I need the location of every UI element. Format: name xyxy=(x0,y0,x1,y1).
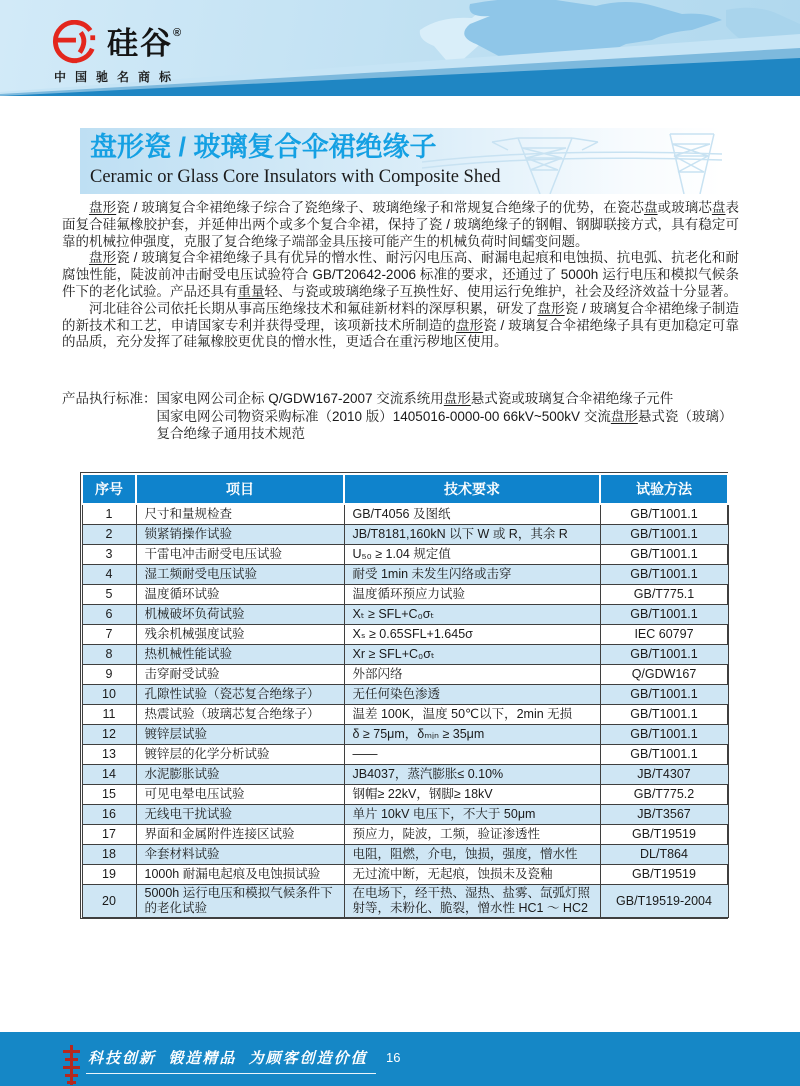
cell-req: 外部闪络 xyxy=(344,665,600,685)
cell-method: GB/T1001.1 xyxy=(600,545,728,565)
cell-method: GB/T19519 xyxy=(600,825,728,845)
cell-no: 16 xyxy=(82,805,136,825)
cell-item: 机械破坏负荷试验 xyxy=(136,605,344,625)
cell-item: 干雷电冲击耐受电压试验 xyxy=(136,545,344,565)
cell-no: 6 xyxy=(82,605,136,625)
cell-req: —— xyxy=(344,745,600,765)
cell-item: 尺寸和量规检查 xyxy=(136,504,344,525)
table-row xyxy=(82,825,728,845)
cell-method: GB/T1001.1 xyxy=(600,725,728,745)
test-table-wrapper xyxy=(80,472,728,919)
cell-method: GB/T19519 xyxy=(600,865,728,885)
footer-slogan: 科技创新 锻造精品 为顾客创造价值 xyxy=(86,1045,376,1074)
cell-item: 温度循环试验 xyxy=(136,585,344,605)
cell-item: 无线电干扰试验 xyxy=(136,805,344,825)
cell-no: 10 xyxy=(82,685,136,705)
cell-req: 温差 100K，温度 50℃以下，2min 无损 xyxy=(344,705,600,725)
table-row xyxy=(82,805,728,825)
cell-no: 1 xyxy=(82,504,136,525)
table-row xyxy=(82,504,728,525)
cell-req: Xr ≥ SFL+C₀σₜ xyxy=(344,645,600,665)
cell-item: 击穿耐受试验 xyxy=(136,665,344,685)
cell-method: JB/T3567 xyxy=(600,805,728,825)
cell-req: 温度循环预应力试验 xyxy=(344,585,600,605)
cell-method: GB/T1001.1 xyxy=(600,605,728,625)
cell-item: 5000h 运行电压和模拟气候条件下的老化试验 xyxy=(136,885,344,918)
table-row xyxy=(82,645,728,665)
page-number: 16 xyxy=(386,1050,401,1065)
registered-trademark-icon: ® xyxy=(173,26,182,39)
cell-item: 镀锌层试验 xyxy=(136,725,344,745)
cell-item: 热震试验（玻璃芯复合绝缘子） xyxy=(136,705,344,725)
brand-logo xyxy=(52,20,181,66)
cell-no: 13 xyxy=(82,745,136,765)
cell-no: 18 xyxy=(82,845,136,865)
insulator-icon xyxy=(62,1045,80,1085)
table-row xyxy=(82,545,728,565)
cell-item: 镀锌层的化学分析试验 xyxy=(136,745,344,765)
cell-method: JB/T4307 xyxy=(600,765,728,785)
cell-method: GB/T1001.1 xyxy=(600,525,728,545)
standards-item-2: 国家电网公司物资采购标准（2010 版）1405016-0000-00 66kV~500kV 交流盘形悬式瓷（玻璃）复合绝缘子通用技术规范 xyxy=(156,408,733,441)
cell-req: 电阻，阻燃，介电，蚀损，强度，憎水性 xyxy=(344,845,600,865)
cell-req: 单片 10kV 电压下，不大于 50μm xyxy=(344,805,600,825)
section-title-banner xyxy=(80,128,722,194)
col-header-method: 试验方法 xyxy=(600,474,728,504)
cell-no: 7 xyxy=(82,625,136,645)
page-header xyxy=(0,0,800,96)
intro-paragraph-3: 河北硅谷公司依托长期从事高压绝缘技术和氟硅新材料的深厚积累，研发了盘形瓷 / 玻璃复合伞裙绝缘子制造的新技术和工艺，申请国家专利并获得受理，该项新技术所制造的盘形瓷 / 玻璃复合伞裙绝缘子具有更加稳定可靠的品质，充分发挥了硅氟橡胶更优良的憎水性，更适合在重污秽地区使用。 xyxy=(62,300,740,350)
table-row xyxy=(82,585,728,605)
cell-req: 耐受 1min 未发生闪络或击穿 xyxy=(344,565,600,585)
cell-no: 4 xyxy=(82,565,136,585)
cell-method: GB/T19519-2004 xyxy=(600,885,728,918)
table-row xyxy=(82,525,728,545)
cell-no: 8 xyxy=(82,645,136,665)
cell-method: DL/T864 xyxy=(600,845,728,865)
table-row xyxy=(82,605,728,625)
brand-name: 硅谷® xyxy=(107,25,182,61)
table-row xyxy=(82,705,728,725)
cell-req: δ ≥ 75μm，δₘᵢₙ ≥ 35μm xyxy=(344,725,600,745)
cell-item: 残余机械强度试验 xyxy=(136,625,344,645)
standards-items xyxy=(157,390,740,443)
cell-item: 界面和金属附件连接区试验 xyxy=(136,825,344,845)
intro-paragraph-2: 盘形瓷 / 玻璃复合伞裙绝缘子具有优异的憎水性、耐污闪电压高、耐漏电起痕和电蚀损、抗电弧、抗老化和耐腐蚀性能，陡波前冲击耐受电压试验符合 GB/T20642-2006 标准的要求，还通过了 5000h 运行电压和模拟气候条件下的老化试验。产品还具有重量轻、与瓷或玻璃绝缘子互换性好、使用运行免维护，社会及经济效益十分显著。 xyxy=(62,250,739,299)
table-row xyxy=(82,565,728,585)
table-row xyxy=(82,685,728,705)
cell-no: 5 xyxy=(82,585,136,605)
cell-req: 钢帽≥ 22kV，钢脚≥ 18kV xyxy=(344,785,600,805)
cell-method: GB/T1001.1 xyxy=(600,745,728,765)
page-title-zh: 盘形瓷 / 玻璃复合伞裙绝缘子 xyxy=(90,132,437,162)
standards-item-1: 国家电网公司企标 Q/GDW167-2007 交流系统用盘形悬式瓷或玻璃复合伞裙绝缘子元件 xyxy=(156,391,674,406)
cell-req: GB/T4056 及图纸 xyxy=(344,504,600,525)
cell-no: 17 xyxy=(82,825,136,845)
table-header-row xyxy=(82,474,728,504)
test-table xyxy=(81,473,729,918)
cell-req: U₅₀ ≥ 1.04 规定值 xyxy=(344,545,600,565)
cell-item: 水泥膨胀试验 xyxy=(136,765,344,785)
cell-no: 14 xyxy=(82,765,136,785)
table-row xyxy=(82,725,728,745)
cell-req: 无任何染色渗透 xyxy=(344,685,600,705)
cell-method: Q/GDW167 xyxy=(600,665,728,685)
cell-item: 伞套材料试验 xyxy=(136,845,344,865)
page-footer xyxy=(0,1032,800,1086)
cell-method: IEC 60797 xyxy=(600,625,728,645)
table-row xyxy=(82,665,728,685)
col-header-item: 项目 xyxy=(136,474,344,504)
cell-req: JB/T8181,160kN 以下 W 或 R，其余 R xyxy=(344,525,600,545)
col-header-no: 序号 xyxy=(82,474,136,504)
cell-no: 19 xyxy=(82,865,136,885)
cell-req: 预应力，陡波，工频，验证渗透性 xyxy=(344,825,600,845)
standards-block xyxy=(62,390,739,443)
cell-req: 在电场下，经干热、湿热、盐雾、氙弧灯照射等，未粉化、脆裂，憎水性 HC1 ～ HC2 xyxy=(344,885,600,918)
cell-method: GB/T775.2 xyxy=(600,785,728,805)
cell-method: GB/T1001.1 xyxy=(600,685,728,705)
cell-no: 11 xyxy=(82,705,136,725)
cell-no: 2 xyxy=(82,525,136,545)
cell-item: 湿工频耐受电压试验 xyxy=(136,565,344,585)
brand-tagline: 中国驰名商标 xyxy=(54,70,181,84)
cell-req: Xₜ ≥ SFL+C₀σₜ xyxy=(344,605,600,625)
cell-no: 15 xyxy=(82,785,136,805)
cell-item: 1000h 耐漏电起痕及电蚀损试验 xyxy=(136,865,344,885)
cell-method: GB/T1001.1 xyxy=(600,645,728,665)
cell-no: 20 xyxy=(82,885,136,918)
cell-method: GB/T775.1 xyxy=(600,585,728,605)
cell-req: 无过流中断，无起痕，蚀损未及瓷釉 xyxy=(344,865,600,885)
table-row xyxy=(82,745,728,765)
cell-item: 热机械性能试验 xyxy=(136,645,344,665)
cell-no: 12 xyxy=(82,725,136,745)
table-row xyxy=(82,865,728,885)
table-row xyxy=(82,765,728,785)
cell-req: JB4037，蒸汽膨胀≤ 0.10% xyxy=(344,765,600,785)
cell-req: Xₛ ≥ 0.65SFL+1.645σ xyxy=(344,625,600,645)
footer-slogan-group xyxy=(62,1045,376,1085)
cell-no: 3 xyxy=(82,545,136,565)
table-row xyxy=(82,885,728,918)
brand-logo-icon xyxy=(52,20,98,66)
table-row xyxy=(82,785,728,805)
table-row xyxy=(82,625,728,645)
cell-item: 可见电晕电压试验 xyxy=(136,785,344,805)
cell-item: 孔隙性试验（瓷芯复合绝缘子） xyxy=(136,685,344,705)
cell-item: 锁紧销操作试验 xyxy=(136,525,344,545)
cell-no: 9 xyxy=(82,665,136,685)
cell-method: GB/T1001.1 xyxy=(600,504,728,525)
intro-paragraph-1: 盘形瓷 / 玻璃复合伞裙绝缘子综合了瓷绝缘子、玻璃绝缘子和常规复合绝缘子的优势，在瓷芯盘或玻璃芯盘表面复合硅氟橡胶护套，并延伸出两个或多个复合伞裙，保持了瓷 / 玻璃绝缘子的钢帽、钢脚联接方式，具有稳定可靠的机械拉伸强度，克服了复合绝缘子端部金具压接可能产生的机械负荷时间蠕变问题。 xyxy=(62,200,740,249)
cell-method: GB/T1001.1 xyxy=(600,565,728,585)
page-title-en: Ceramic or Glass Core Insulators with Composite Shed xyxy=(90,167,501,187)
table-row xyxy=(82,845,728,865)
col-header-requirement: 技术要求 xyxy=(344,474,600,504)
standards-label: 产品执行标准： xyxy=(62,391,157,406)
intro-paragraphs xyxy=(62,200,739,351)
cell-method: GB/T1001.1 xyxy=(600,705,728,725)
